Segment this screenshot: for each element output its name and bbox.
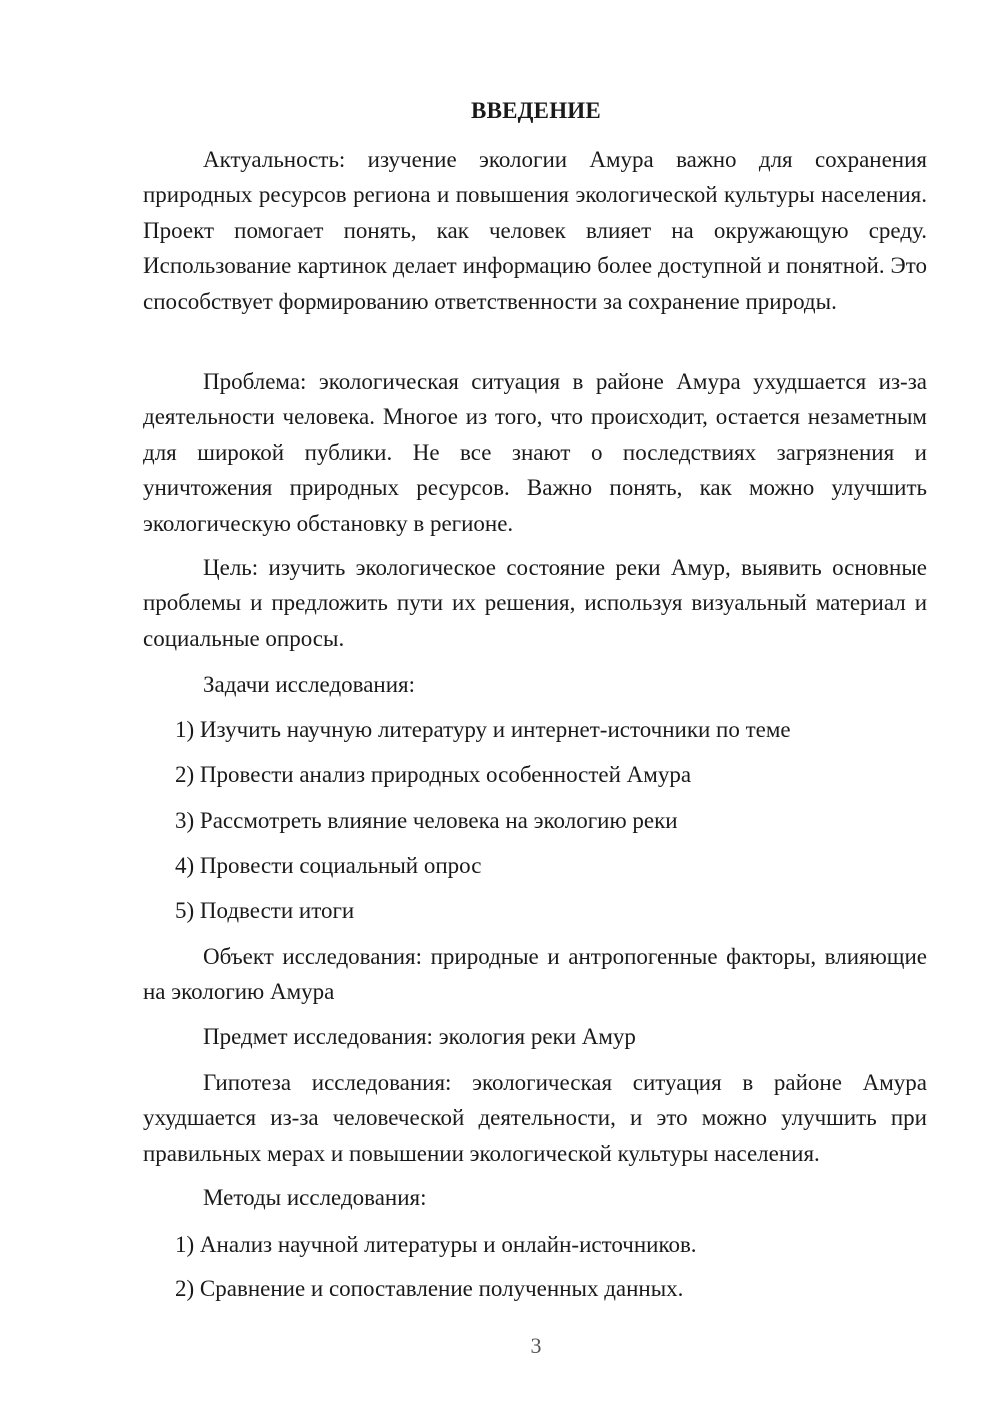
task-item-3: 3) Рассмотреть влияние человека на экологию реки bbox=[175, 808, 678, 833]
methods-heading: Методы исследования: bbox=[203, 1185, 427, 1210]
relevance-paragraph: Актуальность: изучение экологии Амура важно для сохранения природных ресурсов региона и повышения экологической культуры населения. Проект помогает понять, как человек влияет на окружающую среду. Использование картинок делает информацию более доступной и понятной. Это способствует формированию ответственности за сохранение природы. bbox=[143, 147, 927, 314]
goal-paragraph: Цель: изучить экологическое состояние реки Амур, выявить основные проблемы и предложить пути их решения, используя визуальный материал и социальные опросы. bbox=[143, 555, 927, 651]
method-item-1: 1) Анализ научной литературы и онлайн-источников. bbox=[175, 1232, 697, 1257]
task-item-5: 5) Подвести итоги bbox=[175, 898, 355, 923]
task-item-4: 4) Провести социальный опрос bbox=[175, 853, 482, 878]
page-number: 3 bbox=[530, 1333, 542, 1358]
object-paragraph: Объект исследования: природные и антропогенные факторы, влияющие на экологию Амура bbox=[143, 944, 927, 1005]
method-item-2: 2) Сравнение и сопоставление полученных данных. bbox=[175, 1276, 684, 1301]
task-item-2: 2) Провести анализ природных особенностей Амура bbox=[175, 762, 692, 787]
tasks-heading: Задачи исследования: bbox=[203, 672, 416, 697]
subject-line: Предмет исследования: экология реки Амур bbox=[203, 1024, 636, 1049]
hypothesis-paragraph: Гипотеза исследования: экологическая ситуация в районе Амура ухудшается из-за человеческой деятельности, и это можно улучшить при правильных мерах и повышении экологической культуры населения. bbox=[143, 1070, 927, 1166]
page-title: ВВЕДЕНИЕ bbox=[471, 98, 601, 123]
task-item-1: 1) Изучить научную литературу и интернет-источники по теме bbox=[175, 717, 791, 742]
problem-paragraph: Проблема: экологическая ситуация в районе Амура ухудшается из-за деятельности человека. Многое из того, что происходит, остается незаметным для широкой публики. Не все знают о последствиях загрязнения и уничтожения природных ресурсов. Важно понять, как можно улучшить экологическую обстановку в регионе. bbox=[143, 369, 927, 536]
